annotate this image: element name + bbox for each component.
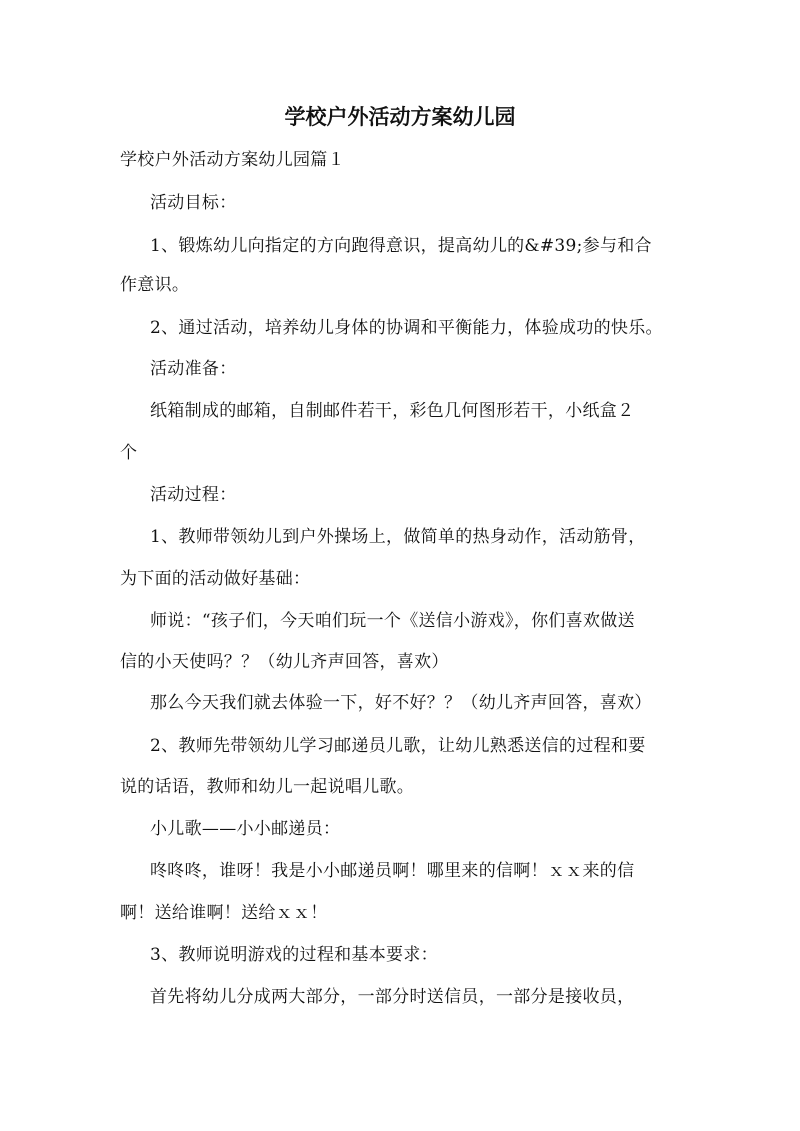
paragraph-line: 活动准备：: [150, 359, 237, 379]
paragraph-line: 咚咚咚，谁呀！我是小小邮递员啊！哪里来的信啊！ｘｘ来的信: [150, 861, 635, 881]
paragraph-line: 作意识。: [120, 275, 190, 295]
paragraph-line: 3、教师说明游戏的过程和基本要求：: [150, 945, 438, 965]
document-title: 学校户外活动方案幼儿园: [284, 104, 516, 129]
paragraph-line: 2、通过活动，培养幼儿身体的协调和平衡能力，体验成功的快乐。: [150, 318, 663, 338]
paragraph-line: 1、教师带领幼儿到户外操场上，做简单的热身动作，活动筋骨，: [150, 527, 646, 547]
paragraph-line: 活动目标：: [150, 193, 237, 213]
paragraph-line: 为下面的活动做好基础：: [120, 569, 311, 589]
document-subtitle: 学校户外活动方案幼儿园篇１: [120, 150, 345, 170]
paragraph-line: 2、教师先带领幼儿学习邮递员儿歌，让幼儿熟悉送信的过程和要: [150, 736, 646, 756]
paragraph-line: 师说：“孩子们，今天咱们玩一个《送信小游戏》，你们喜欢做送: [150, 611, 635, 631]
paragraph-line: 小儿歌——小小邮递员：: [150, 819, 341, 839]
paragraph-line: 啊！送给谁啊！送给ｘｘ！: [120, 903, 328, 923]
paragraph-line: 1、锻炼幼儿向指定的方向跑得意识，提高幼儿的&#39;参与和合: [150, 236, 652, 256]
paragraph-line: 纸箱制成的邮箱，自制邮件若干，彩色几何图形若干，小纸盒２: [150, 401, 635, 421]
paragraph-line: 说的话语，教师和幼儿一起说唱儿歌。: [120, 777, 415, 797]
paragraph-line: 那么今天我们就去体验一下，好不好？？（幼儿齐声回答，喜欢）: [150, 693, 652, 713]
paragraph-line: 首先将幼儿分成两大部分，一部分时送信员，一部分是接收员，: [150, 987, 635, 1007]
paragraph-line: 活动过程：: [150, 485, 237, 505]
paragraph-line: 信的小天使吗？？（幼儿齐声回答，喜欢）: [120, 652, 449, 672]
paragraph-line: 个: [120, 443, 138, 463]
